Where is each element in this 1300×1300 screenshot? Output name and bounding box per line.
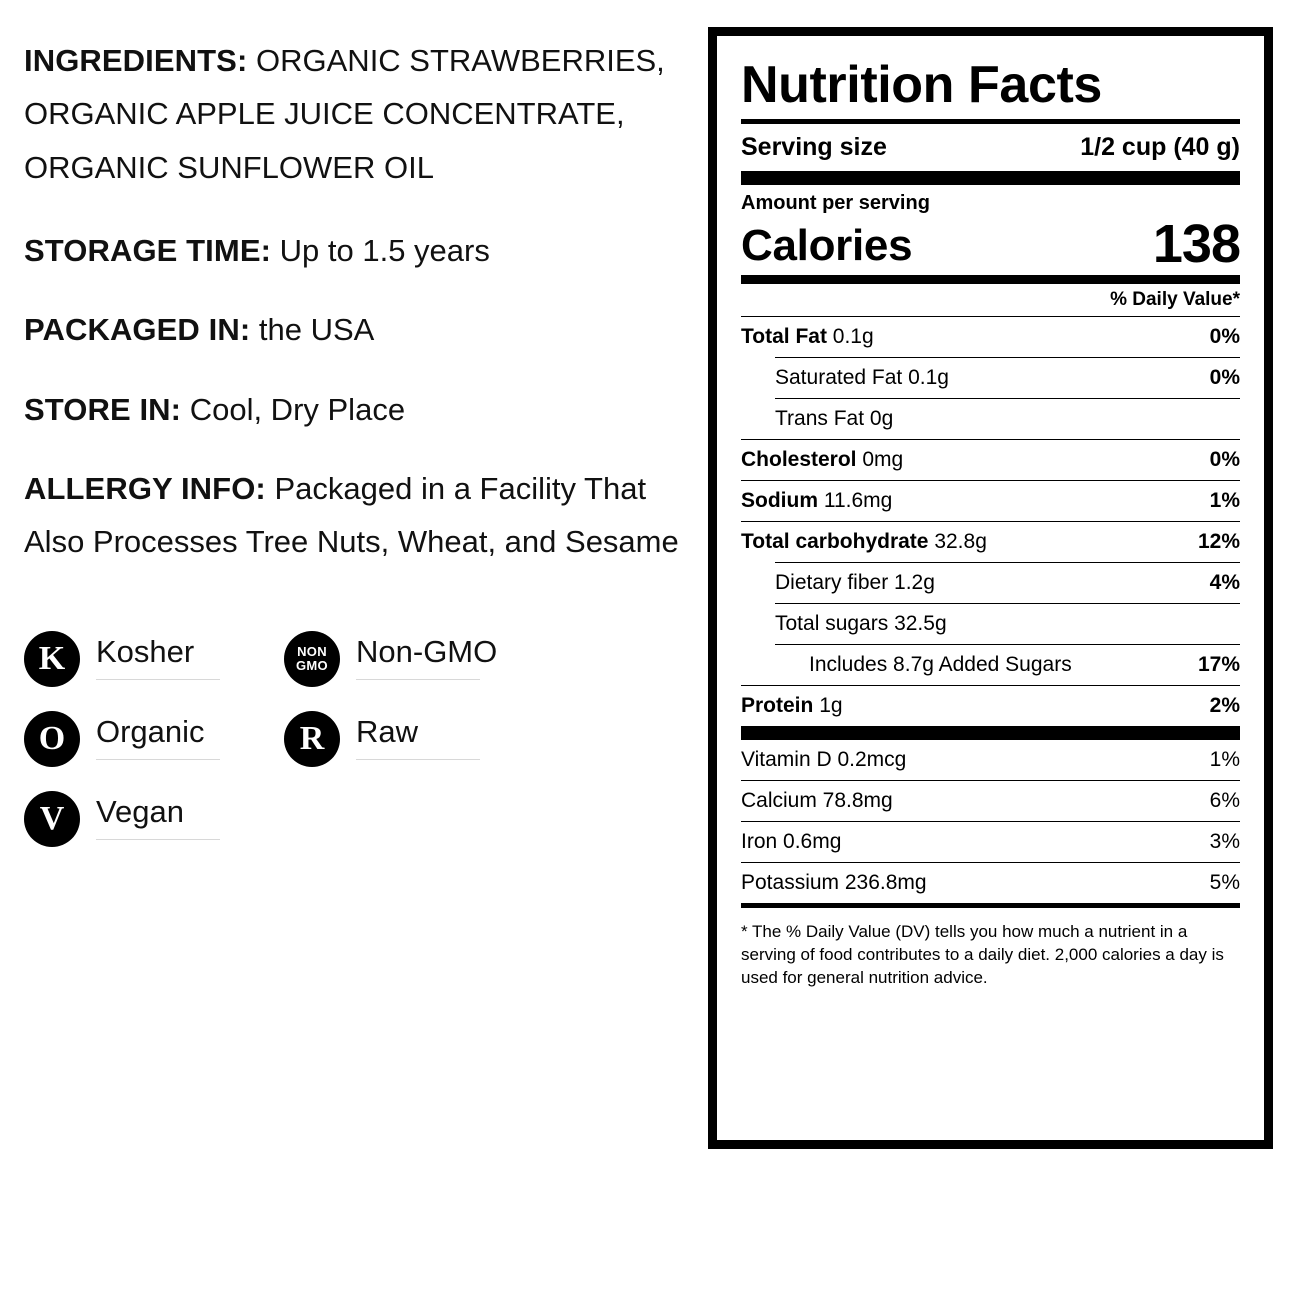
raw-icon: [284, 711, 340, 767]
non-gmo-glyph: NON GMO: [296, 644, 328, 673]
nutrient-name: [741, 489, 892, 513]
packaged-in-label: PACKAGED IN:: [24, 312, 251, 348]
badge-vegan-text-wrap: [96, 795, 220, 842]
table-row: [741, 604, 1240, 644]
nutrient-dv: 1%: [1209, 488, 1240, 512]
badge-organic-label: Organic: [96, 713, 205, 749]
raw-glyph: R: [299, 719, 325, 757]
vitamin-dv: 6%: [1209, 788, 1240, 812]
divider: [741, 171, 1240, 185]
nutrient-name: [775, 407, 893, 431]
table-row: [741, 358, 1240, 398]
badge-kosher-text-wrap: [96, 635, 220, 682]
daily-value-header: % Daily Value*: [1110, 288, 1240, 310]
nutrient-dv: 4%: [1209, 570, 1240, 594]
badge-organic-text-wrap: [96, 715, 220, 762]
vitamin-dv: 1%: [1209, 747, 1240, 771]
vegan-icon: [24, 791, 80, 847]
nutrient-name: [741, 448, 903, 472]
nutrient-name: [775, 366, 949, 390]
nutrient-label: Trans Fat: [775, 406, 865, 430]
packaged-in-block: [24, 303, 692, 356]
divider: [741, 275, 1240, 284]
kosher-icon: [24, 631, 80, 687]
storage-time-label: STORAGE TIME:: [24, 232, 272, 268]
badge-kosher-label: Kosher: [96, 633, 195, 669]
store-in-value: Cool, Dry Place: [189, 391, 406, 427]
nutrient-amount: 11.6mg: [823, 488, 893, 512]
allergy-info-label: ALLERGY INFO:: [24, 470, 266, 506]
ingredients-block: [24, 34, 692, 194]
nutrient-label: Total Fat: [741, 324, 827, 348]
serving-size-label: Serving size: [741, 132, 887, 161]
nutrient-dv: 0%: [1209, 324, 1240, 348]
badge-row: [24, 631, 584, 687]
badge-underline: [356, 679, 480, 680]
nutrient-amount: 0.1g: [908, 365, 949, 389]
nutrient-label: Total sugars: [775, 611, 889, 635]
amount-per-serving-label: Amount per serving: [741, 191, 930, 214]
nutrient-name: Includes 8.7g Added Sugars: [809, 652, 1072, 676]
ingredients-label: INGREDIENTS:: [24, 43, 248, 78]
nutrition-facts-table: [741, 58, 1240, 989]
table-row: [741, 563, 1240, 603]
table-row: [741, 645, 1240, 685]
nutrient-amount: 32.5g: [894, 611, 947, 635]
nutrition-facts-title: Nutrition Facts: [741, 56, 1102, 114]
badge-row: [24, 791, 584, 847]
table-row: [741, 399, 1240, 439]
nutrient-label: Protein: [741, 693, 814, 717]
calories-value: 138: [1152, 213, 1240, 274]
vitamin-name: Vitamin D 0.2mcg: [741, 747, 907, 771]
badge-row: [24, 711, 584, 767]
vitamin-name: Calcium 78.8mg: [741, 788, 893, 812]
allergy-info-value: Packaged in a Facility That Also Processes Tree Nuts, Wheat, and Sesame: [24, 470, 679, 560]
serving-size-row: [741, 124, 1240, 171]
badge-raw-label: Raw: [356, 713, 419, 749]
table-row: [741, 522, 1240, 562]
badge-non-gmo-label: Non-GMO: [356, 633, 498, 669]
vitamin-name: Potassium 236.8mg: [741, 870, 927, 894]
nutrient-amount: 0g: [869, 406, 894, 430]
table-row: [741, 317, 1240, 357]
store-in-block: [24, 383, 692, 436]
daily-value-footnote: * The % Daily Value (DV) tells you how much a nutrient in a serving of food contributes to a daily diet. 2,000 calories a day is used for general nutrition advice.: [741, 921, 1224, 987]
badge-underline: [356, 759, 480, 760]
nutrient-dv: 0%: [1209, 447, 1240, 471]
serving-size-value: 1/2 cup (40 g): [1080, 132, 1240, 161]
non-gmo-icon: [284, 631, 340, 687]
nutrient-name: [775, 612, 947, 636]
badge-non-gmo: [284, 631, 544, 687]
nutrition-facts-panel: [708, 27, 1273, 1149]
table-row: [741, 781, 1240, 821]
organic-glyph: O: [38, 719, 66, 757]
table-row: [741, 481, 1240, 521]
vitamin-dv: 3%: [1209, 829, 1240, 853]
divider: [741, 726, 1240, 740]
nutrient-dv: 0%: [1209, 365, 1240, 389]
badge-underline: [96, 759, 220, 760]
table-row: [741, 740, 1240, 780]
storage-time-block: [24, 224, 692, 277]
nutrient-name: [741, 694, 843, 718]
calories-row: [741, 213, 1240, 275]
nutrient-name: [775, 571, 935, 595]
badge-vegan-label: Vegan: [96, 793, 184, 829]
table-row: [741, 440, 1240, 480]
certification-badges: [24, 631, 584, 847]
nutrient-dv: 17%: [1197, 652, 1240, 676]
table-row: [741, 686, 1240, 726]
nutrient-name: [741, 530, 987, 554]
nutrient-label: Saturated Fat: [775, 365, 903, 389]
nutrient-label: Total carbohydrate: [741, 529, 929, 553]
badge-raw-text-wrap: [356, 715, 480, 762]
ingredients-value: ORGANIC STRAWBERRIES, ORGANIC APPLE JUICE CONCENTRATE, ORGANIC SUNFLOWER OIL: [24, 43, 665, 185]
vegan-glyph: V: [39, 799, 65, 837]
badge-underline: [96, 839, 220, 840]
nutrient-amount: 1g: [819, 693, 843, 717]
nutrient-amount: 1.2g: [894, 570, 935, 594]
storage-time-value: Up to 1.5 years: [279, 232, 490, 268]
product-info-column: [0, 0, 700, 871]
badge-organic: [24, 711, 284, 767]
nutrient-amount: 32.8g: [934, 529, 987, 553]
nutrient-label: Dietary fiber: [775, 570, 889, 594]
table-row: [741, 863, 1240, 903]
badge-non-gmo-text-wrap: [356, 635, 497, 682]
badge-underline: [96, 679, 220, 680]
vitamin-dv: 5%: [1209, 870, 1240, 894]
nutrient-label: Sodium: [741, 488, 818, 512]
nutrient-name: [741, 325, 874, 349]
calories-label: Calories: [741, 220, 913, 270]
store-in-label: STORE IN:: [24, 391, 182, 427]
badge-kosher: [24, 631, 284, 687]
nutrient-amount: 0mg: [862, 447, 904, 471]
badge-raw: [284, 711, 544, 767]
allergy-info-block: [24, 462, 692, 569]
nutrient-dv: 2%: [1209, 693, 1240, 717]
nutrient-amount: 0.1g: [832, 324, 874, 348]
vitamin-name: Iron 0.6mg: [741, 829, 842, 853]
nutrient-dv: 12%: [1197, 529, 1240, 553]
table-row: [741, 822, 1240, 862]
organic-icon: [24, 711, 80, 767]
kosher-glyph: K: [38, 639, 66, 677]
nutrient-label: Cholesterol: [741, 447, 857, 471]
badge-vegan: [24, 791, 284, 847]
packaged-in-value: the USA: [258, 312, 375, 348]
